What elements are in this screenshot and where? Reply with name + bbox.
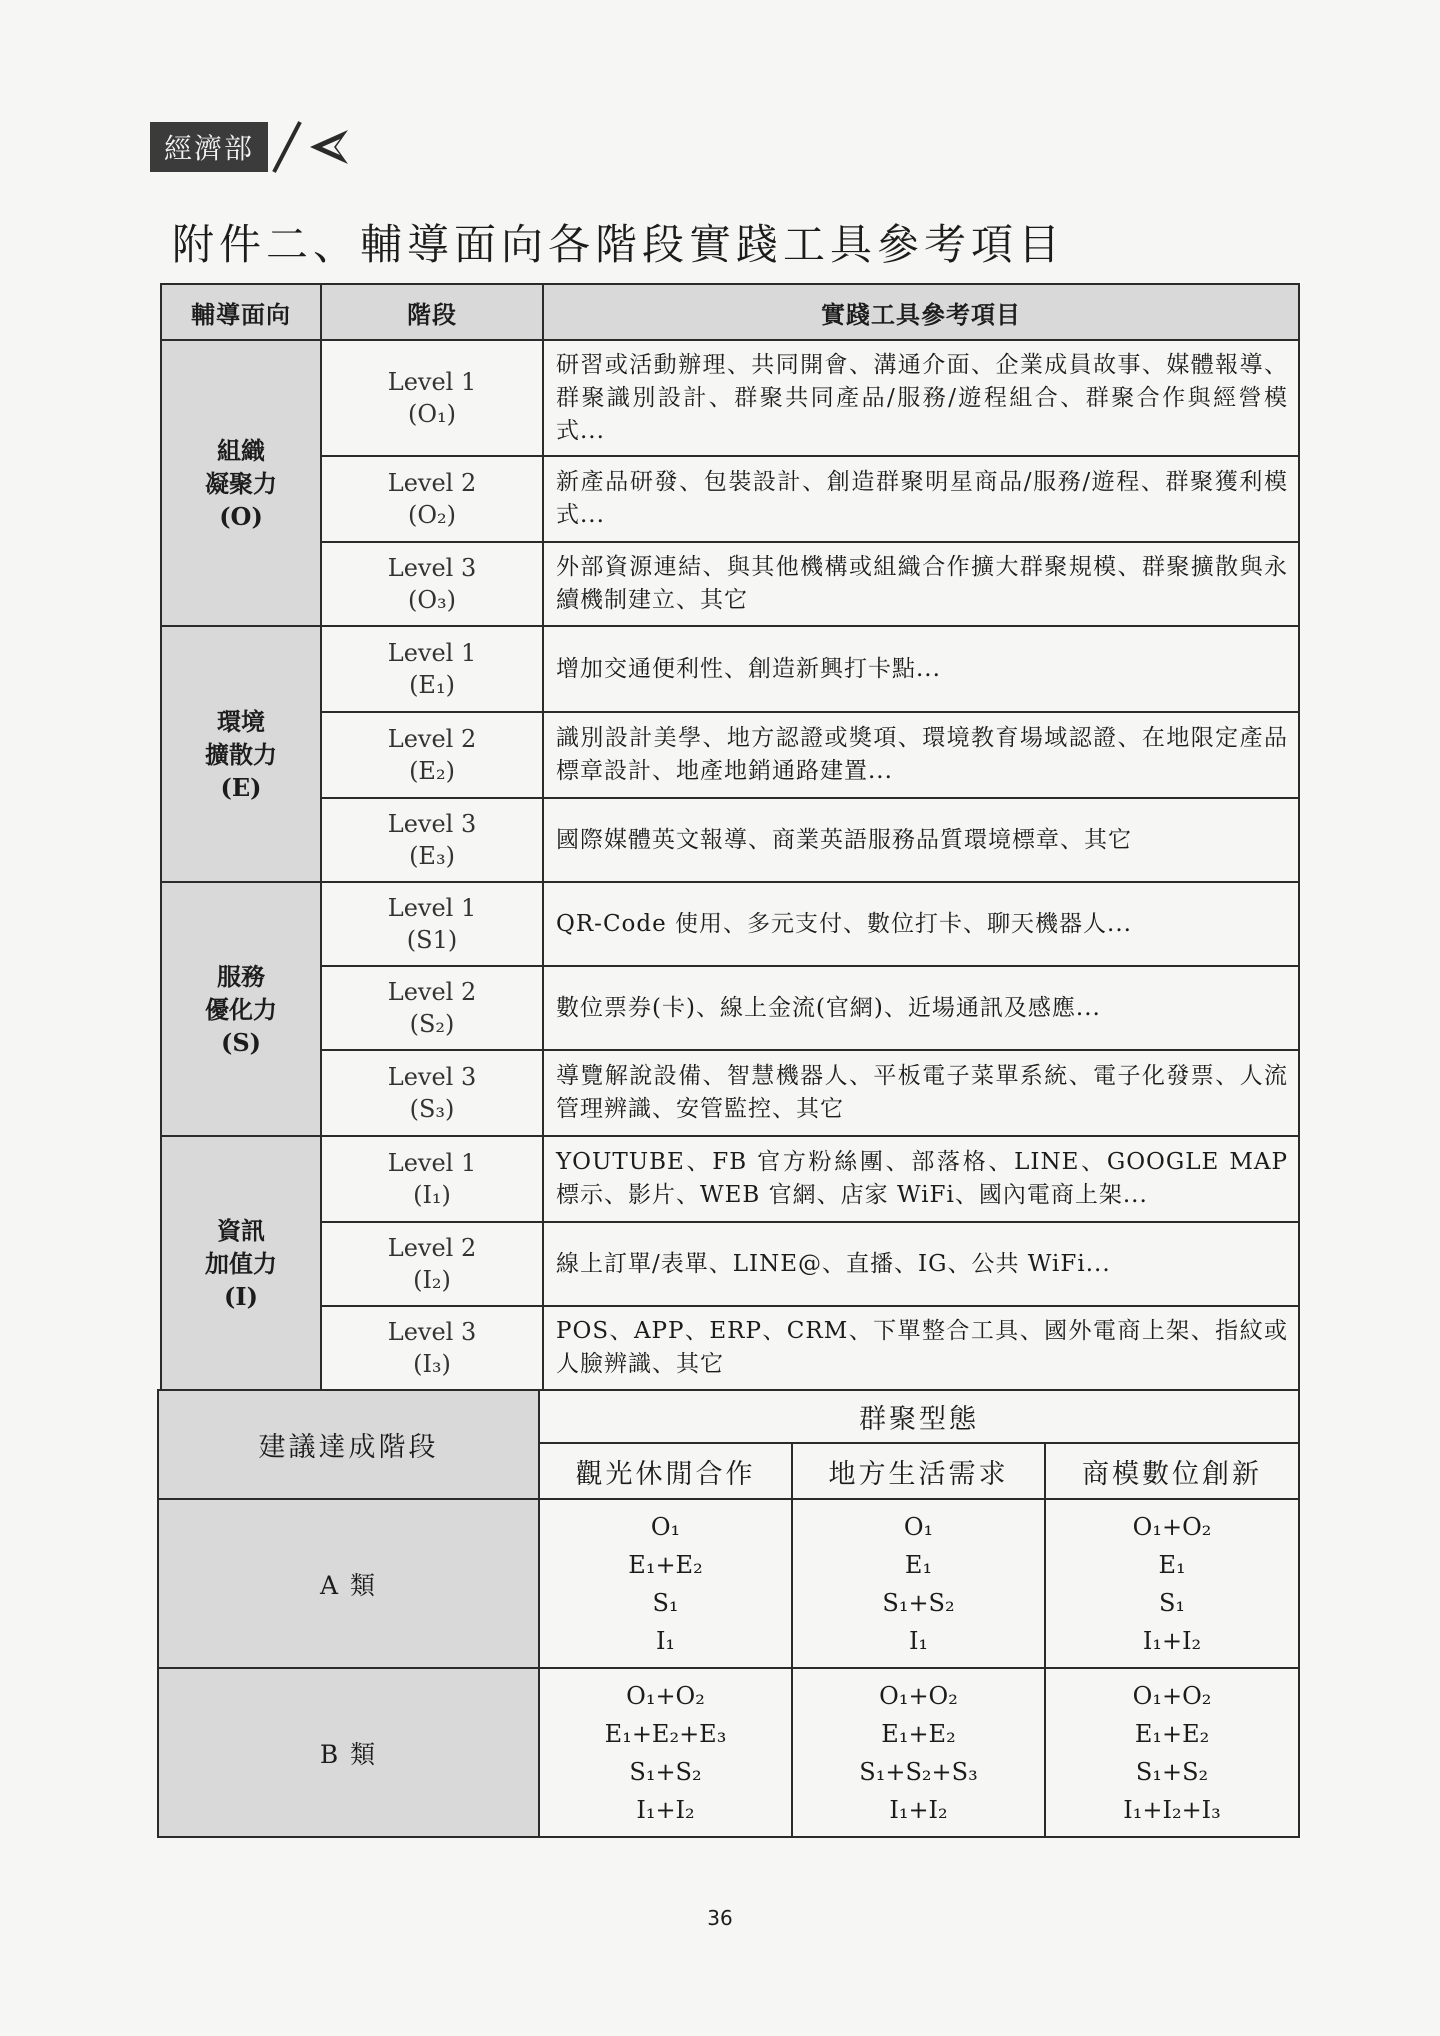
- dimension-name-line2: 擴散力: [205, 739, 277, 769]
- column-digital-innovation: 商模數位創新: [1045, 1443, 1299, 1499]
- stage-combo-line: I₁: [655, 1626, 676, 1655]
- stage-combo-line: O₁: [903, 1512, 934, 1541]
- practice-tools-table: [160, 283, 1300, 1391]
- stage-combo-line: I₁+I₂: [889, 1795, 948, 1824]
- stage-cell: [321, 882, 543, 966]
- tools-cell: 增加交通便利性、創造新興打卡點...: [543, 626, 1299, 712]
- table-row: [161, 456, 1299, 542]
- column-tourism: 觀光休閒合作: [539, 1443, 792, 1499]
- dimension-name-line1: 組織: [217, 435, 265, 465]
- dimension-name-line2: 凝聚力: [205, 468, 277, 498]
- table-row: [161, 882, 1299, 966]
- dimension-code: (O): [219, 501, 263, 531]
- stage-level: Level 2: [387, 978, 477, 1006]
- stage-combo-line: E₁+E₂: [628, 1550, 703, 1579]
- table-row: [161, 1306, 1299, 1390]
- dimension-code: (E): [220, 772, 262, 802]
- stage-combo-line: I₁+I₂: [636, 1795, 695, 1824]
- dimension-cell: [161, 340, 321, 626]
- tools-cell: 數位票券(卡)、線上金流(官網)、近場通訊及感應...: [543, 966, 1299, 1050]
- stage-level: Level 2: [387, 1234, 477, 1262]
- table-row: [161, 798, 1299, 882]
- table-row: [161, 1222, 1299, 1306]
- stage-combo-cell: [1045, 1499, 1299, 1668]
- summary-body: [158, 1499, 1299, 1837]
- summary-header-row: [158, 1390, 1299, 1443]
- stage-level: Level 1: [387, 1149, 477, 1177]
- dimension-code: (I): [224, 1281, 258, 1311]
- dimension-name-line2: 優化力: [205, 994, 277, 1024]
- header-tools: 實踐工具參考項目: [543, 284, 1299, 340]
- summary-row: [158, 1499, 1299, 1668]
- stage-level: Level 3: [387, 1318, 477, 1346]
- stage-combo-line: S₁: [652, 1588, 679, 1617]
- tools-cell: YOUTUBE、FB 官方粉絲團、部落格、LINE、GOOGLE MAP 標示、影片、WEB 官網、店家 WiFi、國內電商上架...: [543, 1136, 1299, 1222]
- table-row: [161, 712, 1299, 798]
- dimension-cell: [161, 1136, 321, 1390]
- stage-combo-line: S₁+S₂: [629, 1757, 702, 1786]
- stage-code: (S₃): [409, 1095, 455, 1123]
- stage-code: (E₁): [409, 671, 455, 699]
- stage-cell: [321, 1222, 543, 1306]
- cluster-type-header: 群聚型態: [539, 1390, 1299, 1443]
- stage-combo-cell: [539, 1499, 792, 1668]
- stage-combo-line: E₁+E₂+E₃: [604, 1719, 727, 1748]
- stage-cell: [321, 456, 543, 542]
- header-stage: 階段: [321, 284, 543, 340]
- dimension-name-line1: 服務: [217, 961, 265, 991]
- tools-cell: 研習或活動辦理、共同開會、溝通介面、企業成員故事、媒體報導、群聚識別設計、群聚共同產品/服務/遊程組合、群聚合作與經營模式...: [543, 340, 1299, 456]
- stage-code: (I₁): [413, 1181, 451, 1209]
- column-local-life: 地方生活需求: [792, 1443, 1045, 1499]
- table-row: [161, 542, 1299, 626]
- stage-combo-cell: [792, 1499, 1045, 1668]
- ministry-badge: [150, 120, 356, 174]
- stage-cell: [321, 340, 543, 456]
- tools-cell: 新產品研發、包裝設計、創造群聚明星商品/服務/遊程、群聚獲利模式...: [543, 456, 1299, 542]
- stage-level: Level 3: [387, 554, 477, 582]
- table-header-row: [161, 284, 1299, 340]
- tools-cell: 外部資源連結、與其他機構或組織合作擴大群聚規模、群聚擴散與永續機制建立、其它: [543, 542, 1299, 626]
- summary-row: [158, 1668, 1299, 1837]
- stage-cell: [321, 1136, 543, 1222]
- summary-left-header: 建議達成階段: [158, 1390, 539, 1499]
- stage-cell: [321, 626, 543, 712]
- tools-cell: 識別設計美學、地方認證或獎項、環境教育場域認證、在地限定產品標章設計、地產地銷通路建置...: [543, 712, 1299, 798]
- stage-code: (S₂): [409, 1010, 455, 1038]
- dimension-code: (S): [220, 1027, 262, 1057]
- stage-cell: [321, 542, 543, 626]
- table-row: [161, 626, 1299, 712]
- stage-combo-line: S₁+S₂: [882, 1588, 955, 1617]
- stage-combo-line: S₁+S₂: [1135, 1757, 1209, 1786]
- stage-combo-cell: [539, 1668, 792, 1837]
- stage-combo-line: I₁+I₂: [1142, 1626, 1202, 1655]
- stage-level: Level 3: [387, 810, 477, 838]
- stage-code: (O₃): [407, 586, 457, 614]
- stage-combo-line: O₁+O₂: [1132, 1681, 1212, 1710]
- stage-combo-line: E₁: [1158, 1550, 1186, 1579]
- stage-level: Level 2: [387, 725, 477, 753]
- stage-combo-line: O₁: [650, 1512, 681, 1541]
- stage-combo-line: E₁+E₂: [881, 1719, 956, 1748]
- dimension-cell: [161, 882, 321, 1136]
- tools-cell: QR-Code 使用、多元支付、數位打卡、聊天機器人...: [543, 882, 1299, 966]
- stage-combo-cell: [1045, 1668, 1299, 1837]
- stage-combo-line: S₁: [1158, 1588, 1186, 1617]
- stage-code: (I₃): [413, 1350, 451, 1378]
- stage-code: (E₂): [409, 757, 455, 785]
- class-label: A 類: [158, 1499, 539, 1668]
- stage-combo-line: S₁+S₂+S₃: [859, 1757, 978, 1786]
- table-row: [161, 1136, 1299, 1222]
- stage-combo-line: O₁+O₂: [1132, 1512, 1212, 1541]
- page-title: 附件二、輔導面向各階段實踐工具參考項目: [172, 220, 1066, 269]
- stage-level: Level 1: [387, 368, 477, 396]
- tools-cell: 國際媒體英文報導、商業英語服務品質環境標章、其它: [543, 798, 1299, 882]
- stage-code: (O₁): [407, 400, 457, 428]
- stage-combo-line: I₁: [908, 1626, 929, 1655]
- stage-cell: [321, 712, 543, 798]
- dimension-name-line1: 環境: [217, 706, 265, 736]
- stage-code: (S1): [406, 926, 458, 954]
- stage-level: Level 2: [387, 469, 477, 497]
- header-dimension: 輔導面向: [161, 284, 321, 340]
- stage-cell: [321, 798, 543, 882]
- ministry-logo-icon: [270, 120, 356, 174]
- tools-cell: POS、APP、ERP、CRM、下單整合工具、國外電商上架、指紋或人臉辨識、其它: [543, 1306, 1299, 1390]
- stage-cell: [321, 966, 543, 1050]
- stage-code: (O₂): [407, 501, 457, 529]
- stage-combo-line: E₁: [904, 1550, 933, 1579]
- stage-cell: [321, 1050, 543, 1136]
- tools-cell: 線上訂單/表單、LINE@、直播、IG、公共 WiFi...: [543, 1222, 1299, 1306]
- stage-cell: [321, 1306, 543, 1390]
- table-row: [161, 1050, 1299, 1136]
- dimension-name-line1: 資訊: [217, 1215, 265, 1245]
- dimension-name-line2: 加值力: [205, 1248, 277, 1278]
- stage-combo-line: O₁+O₂: [879, 1681, 958, 1710]
- dimension-cell: [161, 626, 321, 882]
- stage-combo-line: O₁+O₂: [626, 1681, 705, 1710]
- class-label: B 類: [158, 1668, 539, 1837]
- ministry-name: 經濟部: [150, 122, 268, 172]
- stage-combo-cell: [792, 1668, 1045, 1837]
- table-row: [161, 966, 1299, 1050]
- recommended-stage-table: [157, 1389, 1300, 1838]
- stage-code: (I₂): [413, 1266, 451, 1294]
- stage-combo-line: I₁+I₂+I₃: [1123, 1795, 1221, 1824]
- table-body: [161, 340, 1299, 1390]
- stage-code: (E₃): [409, 842, 455, 870]
- stage-level: Level 1: [387, 894, 477, 922]
- tools-cell: 導覽解說設備、智慧機器人、平板電子菜單系統、電子化發票、人流管理辨識、安管監控、其它: [543, 1050, 1299, 1136]
- page-number: 36: [707, 1906, 733, 1930]
- stage-level: Level 3: [387, 1063, 477, 1091]
- table-row: [161, 340, 1299, 456]
- stage-level: Level 1: [387, 639, 477, 667]
- stage-combo-line: E₁+E₂: [1134, 1719, 1210, 1748]
